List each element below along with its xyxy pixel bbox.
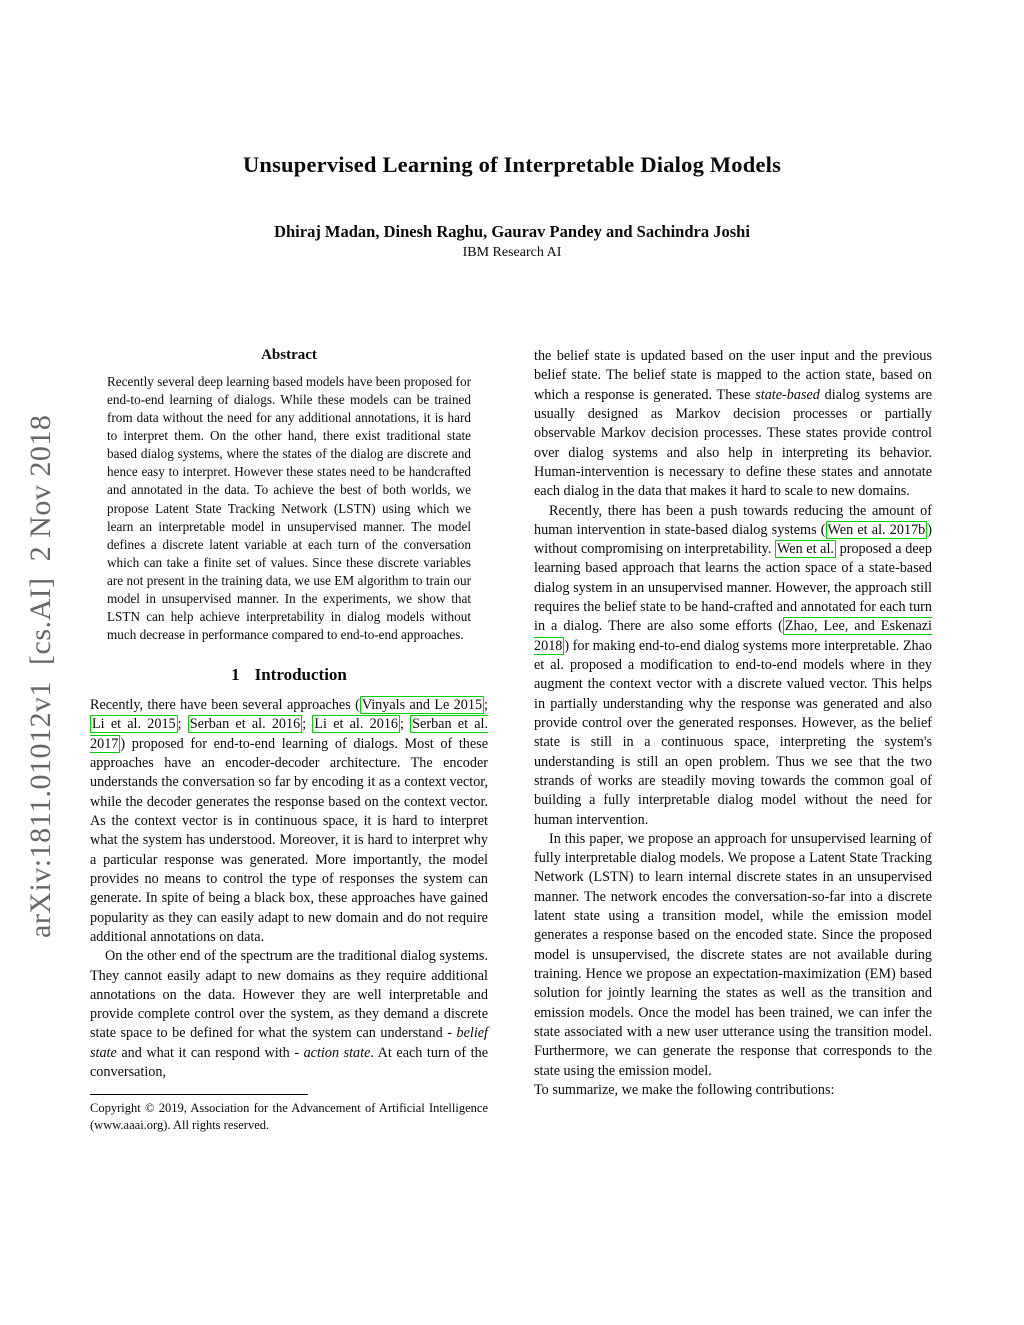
- paper-affiliation: IBM Research AI: [462, 245, 562, 260]
- text-run: ) for making end-to-end dialog systems more interpretable. Zhao et al. proposed a modification to end-to-end models where in they augment the context vector with a discrete valued vector. This helps in partially understanding why the response was generated and also provide control over the generated responses. However, as the belief state is still in a continuous space, interpreting the system's understanding is still an open problem. Thus we see that the two strands of works are steadily moving towards the common goal of building a fully interpretable dialog model without the need for human intervention.: [534, 637, 932, 828]
- section-title: Introduction: [254, 665, 347, 685]
- italic-term: action state: [303, 1044, 371, 1061]
- citation-link[interactable]: Wen et al.: [777, 541, 834, 558]
- citation-link[interactable]: Li et al. 2015: [92, 716, 176, 733]
- text-run: Recently, there have been several approaches (: [90, 697, 360, 714]
- text-run: ) without compromising on interpretability.: [534, 521, 932, 558]
- citation-link[interactable]: Serban et al. 2016: [189, 716, 301, 733]
- copyright-footnote: [90, 1094, 488, 1133]
- text-run: ) proposed for end-to-end learning of dialogs. Most of these approaches have an encoder-decoder architecture. The encoder understands the conversation so far by encoding it as a context vector, while the decoder generates the response based on the context vector. As the context vector is in continuous space, it is hard to interpret what the system has understood. Moreover, it is hard to interpret why a particular response was generated. More importantly, the model provides no means to control the type of responses the system can generate. In spite of being a black box, these approaches have gained popularity as they can easily adapt to new domain and do not require additional annotations on data.: [90, 735, 488, 945]
- abstract-section: [90, 347, 488, 644]
- citation-link[interactable]: Wen et al. 2017b: [827, 521, 926, 538]
- italic-term: belief state: [90, 1025, 488, 1061]
- paper-authors: Dhiraj Madan, Dinesh Raghu, Gaurav Pandey and Sachindra Joshi: [274, 222, 750, 241]
- two-column-body: [90, 347, 932, 1133]
- right-column: [534, 347, 932, 1133]
- intro-paragraph-2: [90, 947, 488, 1082]
- section-heading-introduction: [90, 665, 488, 685]
- intro-paragraph-1: [90, 696, 488, 947]
- text-run: Recently, there has been a push towards reducing the amount of human intervention in state-based dialog systems (: [534, 502, 932, 538]
- right-paragraph-1: [534, 347, 932, 502]
- section-number: 1: [231, 665, 240, 685]
- text-run: proposed a deep learning based approach that learns the action space of a state-based dialog system in an unsupervised manner. However, the approach still requires the belief state to be hand-crafted and annotated for each turn in a dialog. There are also some efforts (: [534, 541, 933, 635]
- footnote-rule: [90, 1094, 308, 1095]
- text-run: ;: [177, 716, 188, 733]
- text-run: On the other end of the spectrum are the traditional dialog systems. They cannot easily adapt to new domains as they require additional annotations on the data. However they are well interpretable and provide complete control over the system, as they demand a discrete state space to be defined for what the system can understand -: [90, 948, 488, 1042]
- text-run: the belief state is updated based on the user input and the previous belief state. The belief state is mapped to the action state, based on which a response is generated. These: [534, 348, 932, 403]
- text-run: and what it can respond with -: [116, 1044, 304, 1061]
- text-run: ;: [484, 697, 488, 714]
- right-paragraph-2: [534, 502, 932, 830]
- abstract-text: Recently several deep learning based models have been proposed for end-to-end learning of dialogs. While these models can be trained from data without the need for any additional annotations, it is hard to interpret them. On the other hand, there exist traditional state based dialog systems, where the states of the dialog are discrete and hence easy to interpret. However these states need to be handcrafted and annotated in the data. To achieve the best of both worlds, we propose Latent State Tracking Network (LSTN) using which we learn an interpretable model in unsupervised manner. The model defines a discrete latent variable at each turn of the conversation which can take a finite set of values. Since these discrete variables are not present in the training data, we use EM algorithm to train our model in unsupervised manner. In the experiments, we show that LSTN can help achieve interpretability in dialog models without much decrease in performance compared to end-to-end approaches.: [107, 374, 471, 643]
- paper-header: [0, 0, 1024, 261]
- italic-term: state-based: [755, 386, 820, 403]
- citation-link[interactable]: Zhao, Lee, and Eskenazi 2018: [534, 618, 932, 654]
- citation-link[interactable]: Li et al. 2016: [314, 716, 399, 733]
- right-paragraph-4: To summarize, we make the following contributions:: [534, 1081, 835, 1098]
- footnote-text: Copyright © 2019, Association for the Advancement of Artificial Intelligence (www.aaai.org). All rights reserved.: [90, 1101, 488, 1132]
- citation-link[interactable]: Vinyals and Le 2015: [361, 697, 483, 714]
- arxiv-watermark: arXiv:1811.01012v1 [cs.AI] 2 Nov 2018: [24, 414, 57, 938]
- left-column: [90, 347, 488, 1133]
- paper-title: Unsupervised Learning of Interpretable Dialog Models: [242, 152, 782, 177]
- text-run: dialog systems are usually designed as Markov decision processes or partially observable Markov decision processes. These states provide control over dialog systems and also help in interpreting its behavior. Human-intervention is necessary to define these states and annotate each dialog in the data that makes it hard to scale to new domains.: [534, 386, 932, 500]
- text-run: . At each turn of the conversation,: [90, 1044, 488, 1081]
- citation-link[interactable]: Serban et al. 2017: [90, 716, 489, 752]
- text-run: ;: [400, 716, 411, 733]
- text-run: ;: [302, 716, 313, 733]
- right-paragraph-3: In this paper, we propose an approach for unsupervised learning of fully interpretable dialog models. We propose a Latent State Tracking Network (LSTN) to learn internal discrete states in an unsupervised manner. The network encodes the conversation-so-far into a discrete latent state using a transition model, while the emission model generates a response based on the encoded state. Since the proposed model is unsupervised, the discrete states are not available during training. Hence we propose an expectation-maximization (EM) based solution for jointly learning the states as well as the transition and emission models. Once the model has been trained, we can infer the state associated with a new user utterance using the transition model. Furthermore, we can generate the response that corresponds to the state using the emission model.: [534, 830, 932, 1079]
- abstract-heading: Abstract: [261, 347, 317, 363]
